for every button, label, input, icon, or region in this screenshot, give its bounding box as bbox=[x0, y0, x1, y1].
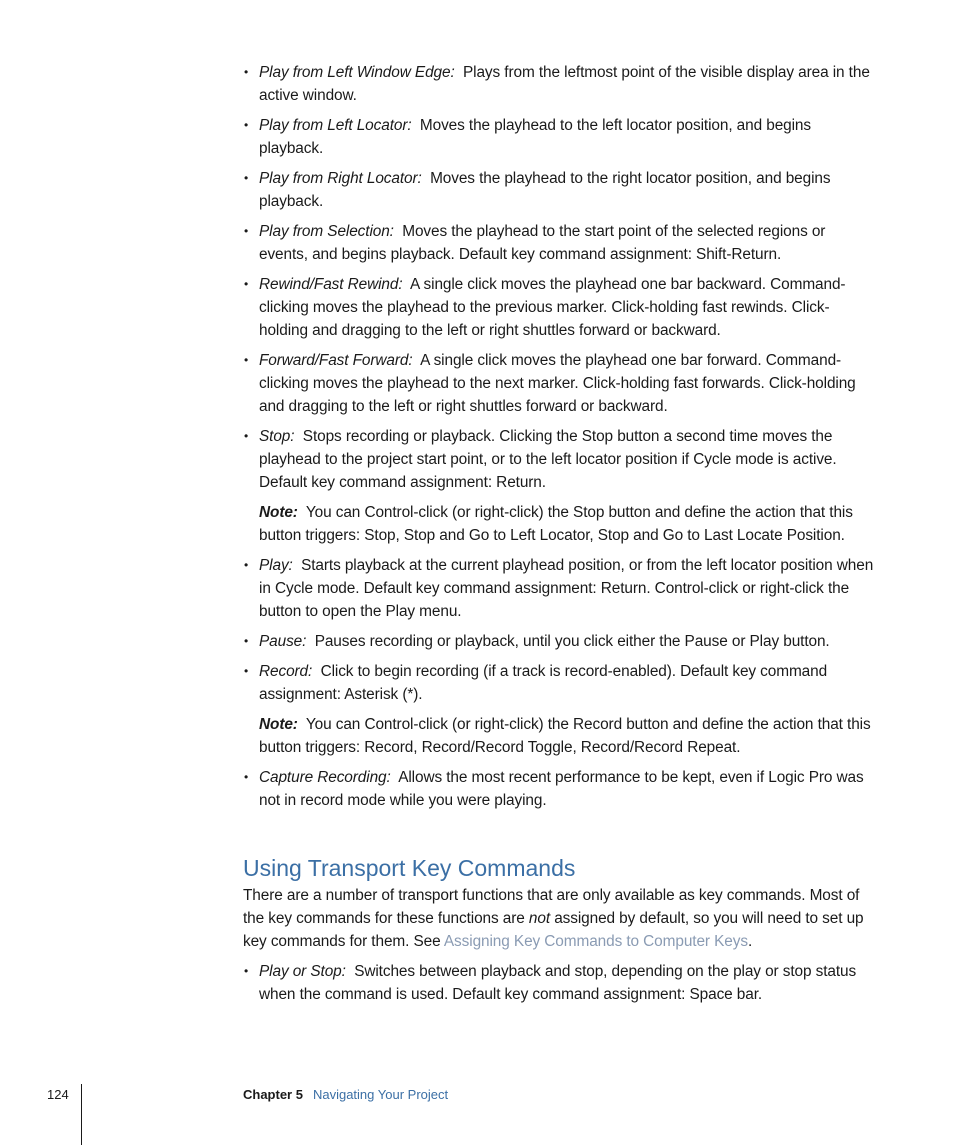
item-term: Play from Left Window Edge: bbox=[259, 64, 455, 81]
chapter-title-link[interactable]: Navigating Your Project bbox=[312, 1087, 449, 1102]
item-text: A single click moves the playhead one bar forward. Command-clicking moves the playhead to the next marker. Click-holding fast forwards. Click-holding and dragging to the left or right shuttles forward or backward. bbox=[259, 352, 856, 415]
note-record bbox=[243, 713, 878, 759]
item-term: Forward/Fast Forward: bbox=[259, 352, 413, 369]
note-text: You can Control-click (or right-click) the Record button and define the action that this button triggers: Record, Record/Record Toggle, Record/Record Repeat. bbox=[259, 716, 871, 756]
list-item bbox=[243, 960, 878, 1006]
footer-divider bbox=[81, 1084, 82, 1145]
intro-text: assigned by default, so you will need to set up key commands for them. See bbox=[243, 910, 864, 950]
item-term: Play: bbox=[259, 557, 293, 574]
list-item bbox=[243, 220, 878, 266]
item-text: Stops recording or playback. Clicking the Stop button a second time moves the playhead to the project start point, or to the left locator position if Cycle mode is active. Default key command assignment: Return. bbox=[259, 428, 837, 491]
intro-text: . bbox=[747, 933, 753, 950]
item-term: Capture Recording: bbox=[259, 769, 391, 786]
note-stop bbox=[243, 501, 878, 547]
page-content bbox=[243, 61, 878, 1013]
item-text: Moves the playhead to the start point of the selected regions or events, and begins playback. Default key command assignment: Shift-Return. bbox=[259, 223, 826, 263]
list-item bbox=[243, 167, 878, 213]
item-text: Allows the most recent performance to be kept, even if Logic Pro was not in record mode while you were playing. bbox=[259, 769, 864, 809]
item-term: Play from Right Locator: bbox=[259, 170, 422, 187]
intro-text: There are a number of transport functions that are only available as key commands. Most of the key commands for these functions are bbox=[243, 887, 860, 927]
item-term: Play from Selection: bbox=[259, 223, 394, 240]
intro-emphasis: not bbox=[528, 910, 551, 927]
key-command-list bbox=[243, 960, 878, 1006]
item-term: Record: bbox=[259, 663, 313, 680]
note-label: Note: bbox=[259, 504, 298, 521]
item-text: Switches between playback and stop, depending on the play or stop status when the command is used. Default key command assignment: Space bar. bbox=[259, 963, 857, 1003]
item-term: Stop: bbox=[259, 428, 295, 445]
list-item bbox=[243, 114, 878, 160]
item-text: Moves the playhead to the right locator position, and begins playback. bbox=[259, 170, 831, 210]
transport-button-list-3 bbox=[243, 766, 878, 812]
item-text: Pauses recording or playback, until you click either the Pause or Play button. bbox=[314, 633, 830, 650]
chapter-label: Chapter 5 bbox=[243, 1087, 303, 1102]
list-item bbox=[243, 630, 878, 653]
assigning-key-commands-link[interactable]: Assigning Key Commands to Computer Keys bbox=[443, 933, 748, 950]
list-item bbox=[243, 766, 878, 812]
item-text: Plays from the leftmost point of the visible display area in the active window. bbox=[259, 64, 870, 104]
item-text: Moves the playhead to the left locator position, and begins playback. bbox=[259, 117, 811, 157]
page-number: 124 bbox=[47, 1087, 69, 1102]
item-term: Pause: bbox=[259, 633, 307, 650]
note-label: Note: bbox=[259, 716, 298, 733]
section-heading: Using Transport Key Commands bbox=[243, 855, 576, 881]
transport-button-list bbox=[243, 61, 878, 494]
note-text: You can Control-click (or right-click) the Stop button and define the action that this button triggers: Stop, Stop and Go to Left Locator, Stop and Go to Last Locate Position. bbox=[259, 504, 853, 544]
list-item bbox=[243, 61, 878, 107]
footer-chapter bbox=[243, 1087, 448, 1102]
list-item bbox=[243, 273, 878, 342]
list-item bbox=[243, 660, 878, 706]
item-text: A single click moves the playhead one bar backward. Command-clicking moves the playhead to the previous marker. Click-holding fast rewinds. Click-holding and dragging to the left or right shuttles forward or backward. bbox=[259, 276, 846, 339]
item-text: Click to begin recording (if a track is record-enabled). Default key command assignment: Asterisk (*). bbox=[259, 663, 828, 703]
item-text: Starts playback at the current playhead position, or from the left locator position when in Cycle mode. Default key command assignment: Return. Control-click or right-click the button to open the Play menu. bbox=[259, 557, 874, 620]
section-intro bbox=[243, 884, 878, 953]
list-item bbox=[243, 425, 878, 494]
item-term: Rewind/Fast Rewind: bbox=[259, 276, 403, 293]
item-term: Play or Stop: bbox=[259, 963, 346, 980]
transport-button-list-2 bbox=[243, 554, 878, 706]
list-item bbox=[243, 554, 878, 623]
list-item bbox=[243, 349, 878, 418]
item-term: Play from Left Locator: bbox=[259, 117, 412, 134]
